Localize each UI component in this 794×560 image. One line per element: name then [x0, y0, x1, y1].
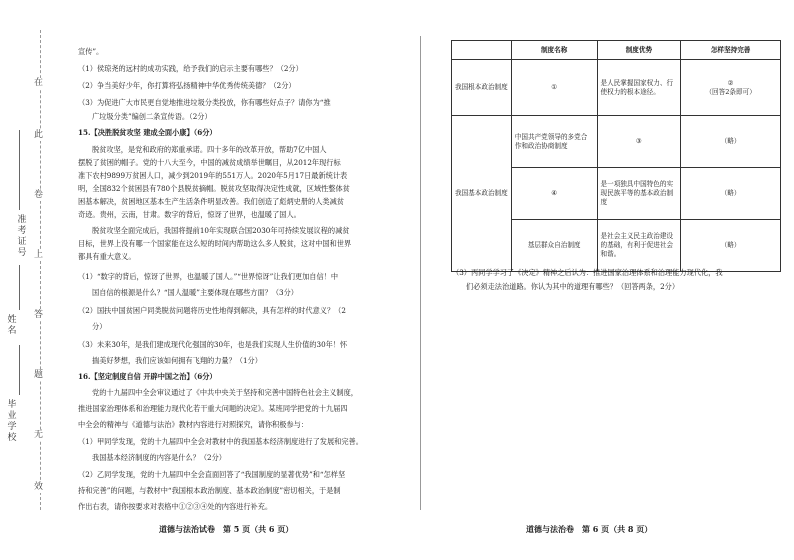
- table-cell: ①: [511, 60, 597, 116]
- q16-para: 我国基本经济制度的内容是什么？（2分）: [92, 453, 226, 462]
- q15-para: 脱贫攻坚，是党和政府的郑重承诺。四十多年的改革开放，帮助7亿中国人: [92, 145, 327, 154]
- q16-sub3: 们必须走法治道路。你认为其中的道理有哪些？（回答两条，2分）: [466, 282, 680, 291]
- margin-char: 答: [34, 310, 44, 320]
- page-footer: 道德与法治试卷 第 5 页（共 6 页）: [159, 524, 294, 534]
- q16-para: 推进国家治理体系和治理能力现代化若干重大问题的决定》。某班同学把党的十九届四: [78, 404, 348, 413]
- table-header-row: [452, 41, 781, 60]
- table-cell: 是人民掌握国家权力、行使权力的根本途径。: [597, 60, 681, 116]
- margin-char: 在: [34, 78, 44, 88]
- q16-para: （1）甲同学发现，党的十九届四中全会对教材中的我国基本经济制度进行了发展和完善。: [78, 437, 363, 446]
- table-header: 怎样坚持完善: [681, 41, 781, 60]
- page-divider: [420, 36, 421, 510]
- political-system-table: [451, 40, 781, 272]
- q15-para: 奇迹。贵州，云南，甘肃。数字的背后，惊讶了世界，也温暖了国人。: [78, 210, 301, 219]
- q15-sub: 揣美好梦想，我们应该如何拥有飞翔的力量？（1分）: [92, 356, 262, 365]
- school-label: 毕业学校: [7, 400, 17, 443]
- q15-para: 摆脱了贫困的帽子。党的十八大至今，中国的减贫成绩举世瞩目，从2012年现行标: [78, 158, 341, 167]
- table-cell: （略）: [681, 116, 781, 168]
- table-header: [452, 41, 512, 60]
- q15-para: 困基本解决，贫困地区基本生产生活条件明显改善。我们创造了彪炳史册的人类减贫: [78, 197, 344, 206]
- table-row: [452, 116, 781, 168]
- q15-para: 明，全国832个贫困县有780个县脱贫摘帽。脱贫攻坚取得决定性成就，区域性整体贫: [78, 184, 350, 193]
- q15-para: 都具有重大意义。: [78, 252, 136, 261]
- question-16-title: 16.【坚定制度自信 开辟中国之治】（6分）: [78, 372, 217, 381]
- table-cell: ④: [511, 168, 597, 220]
- table-cell: 基层群众自治制度: [511, 220, 597, 272]
- q15-para: 准下农村9899万贫困人口，减少到2019年的551万人。2020年5月17日最新统计表: [78, 171, 348, 180]
- margin-char: 效: [34, 482, 44, 492]
- name-line: [19, 265, 20, 310]
- name-label: 姓名: [7, 315, 17, 336]
- q15-sub: 分）: [92, 322, 107, 331]
- exam-no-label: 准考证号: [17, 215, 27, 258]
- table-cell: （略）: [681, 168, 781, 220]
- table-cell: 是社会主义民主政治建设的基础，有利于促进社会和谐。: [597, 220, 681, 272]
- table-cell: 我国基本政治制度: [452, 116, 512, 272]
- table-cell: 我国根本政治制度: [452, 60, 512, 116]
- text-line: 宣传”。: [78, 47, 104, 56]
- margin-char: 上: [34, 250, 44, 260]
- table-cell: ③: [597, 116, 681, 168]
- binding-margin: [0, 0, 60, 560]
- table-cell: ② （回答2条即可）: [681, 60, 781, 116]
- q15-sub: （2）国扶中国贫困户同类脱贫问题将历史性地得到解决，具有怎样的时代意义？（2: [78, 306, 346, 315]
- q15-sub: （3）未来30年，是我们建成现代化强国的30年，也是我们实现人生价值的30年！怀: [78, 340, 348, 349]
- margin-char: 题: [34, 370, 44, 380]
- q16-para: 持和完善”的问题，与教材中“我国根本政治制度、基本政治制度”密切相关，于是制: [78, 486, 341, 495]
- q16-para: 作出右表，请你按要求对表格中①②③④处的内容进行补充。: [78, 502, 273, 511]
- question-15-title: 15.【决胜脱贫攻坚 建成全面小康】（6分）: [78, 128, 217, 137]
- q15-sub: （1）“数字的背后，惊讶了世界，也温暖了国人。”“世界惊讶”让我们更加自信！中: [78, 272, 339, 281]
- table-cell: 中国共产党领导的多党合作和政治协商制度: [511, 116, 597, 168]
- margin-char: 此: [34, 130, 44, 140]
- margin-char: 卷: [34, 190, 44, 200]
- q16-sub3: （3）丙同学学习了《决定》精神之后认为：推进国家治理体系和治理能力现代化，我: [452, 268, 723, 277]
- table-cell: 是一项独具中国特色的实现民族平等的基本政治制度: [597, 168, 681, 220]
- q15-para: 目标，世界上没有哪一个国家能在这么短的时间内帮助这么多人脱贫，这对中国和世界: [78, 239, 352, 248]
- text-line: 广垃圾分类”编创二条宣传语。（2分）: [92, 112, 212, 121]
- q16-para: 中全会的精神与《道德与法治》教材内容进行对照探究，请你积极参与：: [78, 420, 309, 429]
- q16-para: 党的十九届四中全会审议通过了《中共中央关于坚持和完善中国特色社会主义制度，: [92, 388, 358, 397]
- text-line: （3）为促进广大市民更自觉地推进垃圾分类投放，你有哪些好点子？请你为“推: [78, 98, 331, 107]
- table-header: 制度优势: [597, 41, 681, 60]
- exam-no-line: [19, 130, 20, 210]
- table-row: [452, 60, 781, 116]
- q15-sub: 国自信的根源是什么？“国人温暖”主要体现在哪些方面？（3分）: [92, 288, 298, 297]
- school-line: [19, 345, 20, 395]
- text-line: （2）争当美好少年，你打算将弘扬精神中华优秀传统美德？（2分）: [78, 81, 296, 90]
- page-footer: 道德与法治卷 第 6 页（共 8 页）: [526, 524, 653, 534]
- margin-char: 无: [34, 430, 44, 440]
- table-header: 制度名称: [511, 41, 597, 60]
- q15-para: 脱贫攻坚全面完成后，我国将提前10年实现联合国2030年可持续发展议程的减贫: [92, 226, 350, 235]
- q16-para: （2）乙同学发现，党的十九届四中全会直面回答了“我国制度的显著优势”和“怎样坚: [78, 470, 346, 479]
- page-5: [64, 0, 409, 560]
- text-line: （1）侯琼尧的远村的成功实践，给予我们的启示主要有哪些？（2分）: [78, 64, 303, 73]
- page-6: [440, 0, 775, 560]
- table-cell: （略）: [681, 220, 781, 272]
